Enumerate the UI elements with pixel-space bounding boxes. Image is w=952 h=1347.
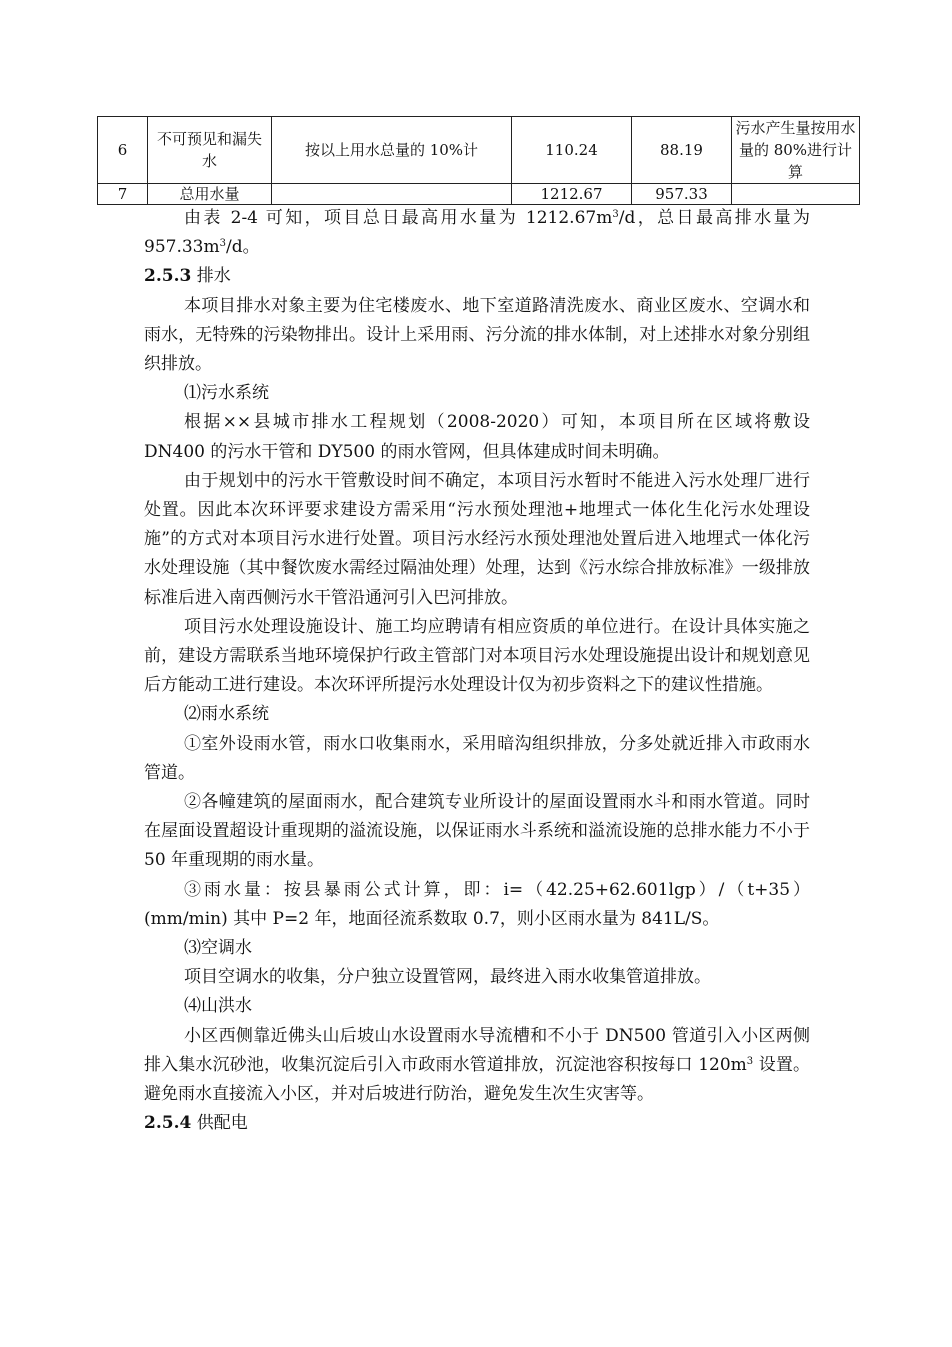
water-balance-table [97, 116, 860, 205]
rainwater-item-3: ③雨水量：按县暴雨公式计算，即：i=（42.25+62.601lgp）/（t+35）(mm/min) 其中 P=2 年，地面径流系数取 0.7，则小区雨水量为 841L/S。 [144, 879, 810, 929]
section-heading-2-5-4: 2.5.4 供配电 [144, 1113, 248, 1134]
rainwater-item-2: ②各幢建筑的屋面雨水，配合建筑专业所设计的屋面设置雨水斗和雨水管道。同时在屋面设置超设计重现期的溢流设施，以保证雨水斗系统和溢流设施的总排水能力不小于 50 年重现期的雨水量。 [144, 792, 810, 871]
design-requirement-paragraph: 项目污水处理设施设计、施工均应聘请有相应资质的单位进行。在设计具体实施之前，建设方需联系当地环境保护行政主管部门对本项目污水处理设施提出设计和规划意见后方能动工进行建设。本次环评所提污水处理设计仅为初步资料之下的建议性措施。 [144, 616, 810, 696]
mountain-flood-paragraph: 小区西侧靠近佛头山后坡山水设置雨水导流槽和不小于 DN500 管道引入小区两侧排入集水沉砂池，收集沉淀后引入市政雨水管道排放，沉淀池容积按每口 $120m^3$ 设置。避免雨水直接流入小区，并对后坡进行防治，避免发生次生灾害等。 [144, 1025, 810, 1105]
row-water-use: 1212.67 [512, 184, 632, 205]
subheading-ac-water: ⑶空调水 [184, 938, 252, 959]
drainage-overview-paragraph: 本项目排水对象主要为住宅楼废水、地下室道路清洗废水、商业区废水、空调水和雨水，无特殊的污染物排出。设计上采用雨、污分流的排水体制，对上述排水对象分别组织排放。 [144, 295, 810, 375]
ac-water-paragraph: 项目空调水的收集，分户独立设置管网，最终进入雨水收集管道排放。 [184, 967, 711, 988]
row-water-use: 110.24 [512, 117, 632, 184]
row-note [732, 184, 860, 205]
row-number: 6 [98, 117, 148, 184]
row-basis [272, 184, 512, 205]
row-basis: 按以上用水总量的 10%计 [272, 117, 512, 184]
subheading-rainwater-system: ⑵雨水系统 [184, 704, 269, 725]
section-heading-2-5-3: 2.5.3 排水 [144, 266, 231, 287]
row-number: 7 [98, 184, 148, 205]
row-name: 总用水量 [148, 184, 272, 205]
row-name: 不可预见和漏失水 [148, 117, 272, 184]
row-note: 污水产生量按用水量的 80%进行计算 [732, 117, 860, 184]
row-drainage: 957.33 [632, 184, 732, 205]
table-row [98, 117, 860, 184]
row-drainage: 88.19 [632, 117, 732, 184]
subheading-sewage-system: ⑴污水系统 [184, 383, 269, 404]
document-body [144, 204, 810, 1139]
summary-paragraph: 由表 2-4 可知，项目总日最高用水量为 $1212.67m^3/d$，总日最高排水量为 $957.33m^3/d$。 [144, 208, 810, 258]
table-row [98, 184, 860, 205]
subheading-mountain-flood: ⑷山洪水 [184, 996, 252, 1017]
sewage-treatment-paragraph: 由于规划中的污水干管敷设时间不确定，本项目污水暂时不能进入污水处理厂进行处置。因此本次环评要求建设方需采用“污水预处理池+地埋式一体化生化污水处理设施”的方式对本项目污水进行处置。项目污水经污水预处理池处置后进入地埋式一体化污水处理设施（其中餐饮废水需经过隔油处理）处理，达到《污水综合排放标准》一级排放标准后进入南西侧污水干管沿通河引入巴河排放。 [144, 470, 810, 608]
rainwater-item-1: ①室外设雨水管，雨水口收集雨水，采用暗沟组织排放，分多处就近排入市政雨水管道。 [144, 733, 810, 783]
planning-paragraph: 根据××县城市排水工程规划（2008-2020）可知，本项目所在区域将敷设 DN400 的污水干管和 DY500 的雨水管网，但具体建成时间未明确。 [144, 412, 810, 462]
